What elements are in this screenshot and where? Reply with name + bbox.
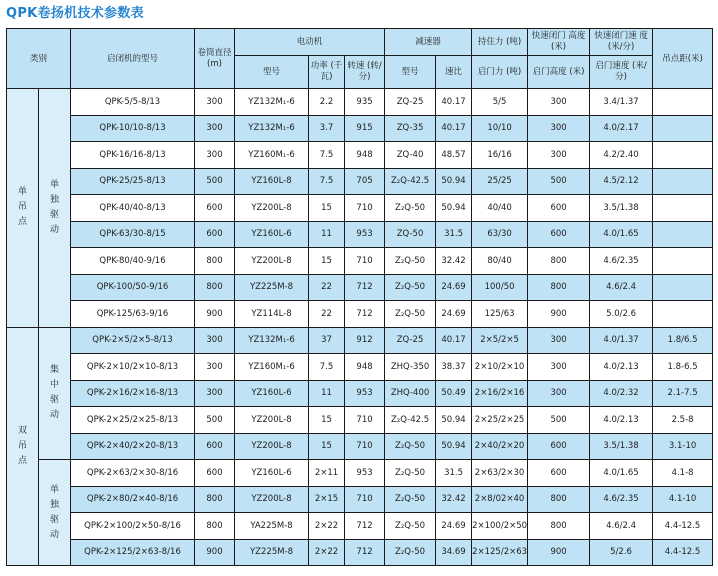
motor-cell: YZ160L-8 [235, 168, 309, 195]
power-cell: 15 [309, 407, 345, 434]
distance-cell [653, 221, 713, 248]
speed-ratio-cell: 3.5/1.38 [590, 195, 653, 222]
header-reducer: 减速器 [385, 29, 472, 56]
motor-cell: YZ160M₁-6 [235, 142, 309, 169]
ratio-cell: 34.69 [436, 539, 472, 566]
model-cell: QPK-100/50-9/16 [71, 274, 195, 301]
speed-ratio-cell: 4.0/2.13 [590, 407, 653, 434]
header-drum: 卷筒直径 (m) [195, 29, 235, 89]
motor-cell: YZ225M-8 [235, 539, 309, 566]
drum-cell: 900 [195, 539, 235, 566]
height-cell: 800 [528, 274, 590, 301]
table-row [7, 168, 713, 195]
speed-ratio-cell: 5.0/2.6 [590, 301, 653, 328]
model-cell: QPK-40/40-8/13 [71, 195, 195, 222]
power-cell: 11 [309, 221, 345, 248]
distance-cell: 1.8/6.5 [653, 327, 713, 354]
model-cell: QPK-2×16/2×16-8/13 [71, 380, 195, 407]
height-cell: 600 [528, 221, 590, 248]
table-row [7, 248, 713, 275]
speed-ratio-cell: 4.0/2.13 [590, 354, 653, 381]
distance-cell: 2.5-8 [653, 407, 713, 434]
speed-cell: 915 [345, 115, 385, 142]
height-cell: 300 [528, 142, 590, 169]
motor-cell: YZ160M₁-6 [235, 354, 309, 381]
drive-central [39, 327, 71, 460]
motor-cell: YZ132M₁-6 [235, 115, 309, 142]
drum-cell: 800 [195, 274, 235, 301]
model-cell: QPK-2×100/2×50-8/16 [71, 513, 195, 540]
height-cell: 600 [528, 195, 590, 222]
height-cell: 800 [528, 486, 590, 513]
force-cell: 2×16/2×16 [472, 380, 528, 407]
drive-central-label: 集中驱动 [49, 365, 59, 421]
header-lifting-force: 启门力 (吨) [472, 56, 528, 89]
table-row [7, 513, 713, 540]
model-cell: QPK-2×63/2×30-8/16 [71, 460, 195, 487]
table-row [7, 486, 713, 513]
distance-cell: 1.8-6.5 [653, 354, 713, 381]
motor-cell: YZ132M₁-6 [235, 89, 309, 116]
force-cell: 2×8/02×40 [472, 486, 528, 513]
speed-ratio-cell: 4.2/2.40 [590, 142, 653, 169]
drum-cell: 600 [195, 433, 235, 460]
header-fast-close-speed: 快速闭门速 度(米/分) [590, 29, 653, 56]
ratio-cell: 50.94 [436, 195, 472, 222]
speed-ratio-cell: 4.6/2.35 [590, 248, 653, 275]
power-cell: 15 [309, 195, 345, 222]
height-cell: 800 [528, 513, 590, 540]
table-row [7, 380, 713, 407]
speed-ratio-cell: 4.0/1.37 [590, 327, 653, 354]
power-cell: 2×22 [309, 513, 345, 540]
ratio-cell: 50.94 [436, 407, 472, 434]
header-hoist-distance: 吊点距(米) [653, 29, 713, 89]
reducer-cell: Z₂Q-50 [385, 460, 436, 487]
model-cell: QPK-2×5/2×5-8/13 [71, 327, 195, 354]
distance-cell: 4.4-12.5 [653, 539, 713, 566]
speed-cell: 705 [345, 168, 385, 195]
model-cell: QPK-25/25-8/13 [71, 168, 195, 195]
drive-independent [39, 89, 71, 328]
model-cell: QPK-63/30-8/15 [71, 221, 195, 248]
table-row [7, 433, 713, 460]
speed-cell: 710 [345, 486, 385, 513]
header-motor: 电动机 [235, 29, 385, 56]
speed-cell: 712 [345, 274, 385, 301]
drum-cell: 600 [195, 221, 235, 248]
header-reducer-model: 型号 [385, 56, 436, 89]
motor-cell: YZ200L-8 [235, 433, 309, 460]
drum-cell: 300 [195, 380, 235, 407]
ratio-cell: 50.94 [436, 168, 472, 195]
table-row [7, 142, 713, 169]
speed-ratio-cell: 4.5/2.12 [590, 168, 653, 195]
drive-independent-double [39, 460, 71, 566]
reducer-cell: ZQ-35 [385, 115, 436, 142]
force-cell: 63/30 [472, 221, 528, 248]
power-cell: 15 [309, 433, 345, 460]
height-cell: 500 [528, 168, 590, 195]
distance-cell [653, 115, 713, 142]
distance-cell [653, 274, 713, 301]
drive-independent-double-label: 单独驱动 [49, 484, 59, 540]
reducer-cell: Z₂Q-42.5 [385, 407, 436, 434]
speed-cell: 712 [345, 301, 385, 328]
height-cell: 300 [528, 89, 590, 116]
header-motor-model: 型号 [235, 56, 309, 89]
power-cell: 15 [309, 248, 345, 275]
speed-cell: 953 [345, 380, 385, 407]
speed-ratio-cell: 4.6/2.4 [590, 513, 653, 540]
force-cell: 2×25/2×25 [472, 407, 528, 434]
height-cell: 300 [528, 354, 590, 381]
drum-cell: 300 [195, 142, 235, 169]
reducer-cell: ZQ-25 [385, 89, 436, 116]
drum-cell: 300 [195, 354, 235, 381]
power-cell: 37 [309, 327, 345, 354]
table-row [7, 301, 713, 328]
reducer-cell: Z₂Q-42.5 [385, 168, 436, 195]
distance-cell: 3.1-10 [653, 433, 713, 460]
height-cell: 900 [528, 301, 590, 328]
motor-cell: YZ200L-8 [235, 407, 309, 434]
ratio-cell: 31.5 [436, 460, 472, 487]
category-single-label: 单吊点 [17, 187, 27, 228]
header-fast-close: 快速闭门 高度(米) [528, 29, 590, 56]
force-cell: 125/63 [472, 301, 528, 328]
model-cell: QPK-2×125/2×63-8/16 [71, 539, 195, 566]
power-cell: 3.7 [309, 115, 345, 142]
spec-table [6, 28, 713, 566]
model-cell: QPK-5/5-8/13 [71, 89, 195, 116]
header-lift-speed: 启门速度 (米/分) [590, 56, 653, 89]
ratio-cell: 38.37 [436, 354, 472, 381]
table-row [7, 115, 713, 142]
drum-cell: 500 [195, 407, 235, 434]
model-cell: QPK-2×80/2×40-8/16 [71, 486, 195, 513]
model-cell: QPK-16/16-8/13 [71, 142, 195, 169]
ratio-cell: 40.17 [436, 115, 472, 142]
category-double-label: 双吊点 [17, 425, 27, 466]
force-cell: 2×40/2×20 [472, 433, 528, 460]
motor-cell: YZ160L-6 [235, 221, 309, 248]
category-single [7, 89, 39, 328]
header-model: 启闭机的型号 [71, 29, 195, 89]
force-cell: 2×63/2×30 [472, 460, 528, 487]
speed-ratio-cell: 4.0/1.65 [590, 460, 653, 487]
power-cell: 2×15 [309, 486, 345, 513]
force-cell: 40/40 [472, 195, 528, 222]
force-cell: 2×5/2×5 [472, 327, 528, 354]
reducer-cell: ZQ-25 [385, 327, 436, 354]
speed-cell: 912 [345, 327, 385, 354]
model-cell: QPK-80/40-9/16 [71, 248, 195, 275]
table-row [7, 407, 713, 434]
drum-cell: 300 [195, 327, 235, 354]
speed-ratio-cell: 4.0/1.65 [590, 221, 653, 248]
power-cell: 22 [309, 274, 345, 301]
motor-cell: YZ200L-8 [235, 248, 309, 275]
speed-cell: 712 [345, 539, 385, 566]
height-cell: 800 [528, 248, 590, 275]
speed-cell: 712 [345, 513, 385, 540]
distance-cell: 4.1-8 [653, 460, 713, 487]
motor-cell: YZ114L-8 [235, 301, 309, 328]
height-cell: 600 [528, 460, 590, 487]
header-ratio: 速比 [436, 56, 472, 89]
distance-cell [653, 195, 713, 222]
motor-cell: YZ200L-8 [235, 486, 309, 513]
model-cell: QPK-2×25/2×25-8/13 [71, 407, 195, 434]
ratio-cell: 50.94 [436, 433, 472, 460]
speed-ratio-cell: 4.6/2.35 [590, 486, 653, 513]
header-holding: 持住力 (吨) [472, 29, 528, 56]
force-cell: 2×100/2×50 [472, 513, 528, 540]
model-cell: QPK-2×10/2×10-8/13 [71, 354, 195, 381]
distance-cell: 4.4-12.5 [653, 513, 713, 540]
force-cell: 80/40 [472, 248, 528, 275]
reducer-cell: Z₂Q-50 [385, 486, 436, 513]
reducer-cell: Z₂Q-50 [385, 539, 436, 566]
power-cell: 7.5 [309, 354, 345, 381]
height-cell: 300 [528, 327, 590, 354]
reducer-cell: Z₂Q-50 [385, 195, 436, 222]
force-cell: 10/10 [472, 115, 528, 142]
distance-cell [653, 301, 713, 328]
ratio-cell: 24.69 [436, 513, 472, 540]
ratio-cell: 40.17 [436, 89, 472, 116]
motor-cell: YZ200L-8 [235, 195, 309, 222]
speed-ratio-cell: 4.6/2.4 [590, 274, 653, 301]
speed-ratio-cell: 4.0/2.17 [590, 115, 653, 142]
force-cell: 2×125/2×63 [472, 539, 528, 566]
drive-independent-label: 单独驱动 [49, 179, 59, 235]
drum-cell: 600 [195, 195, 235, 222]
header-speed: 转速 (转/分) [345, 56, 385, 89]
speed-cell: 948 [345, 142, 385, 169]
power-cell: 2×11 [309, 460, 345, 487]
speed-cell: 710 [345, 248, 385, 275]
reducer-cell: ZHQ-350 [385, 354, 436, 381]
speed-ratio-cell: 3.4/1.37 [590, 89, 653, 116]
speed-cell: 935 [345, 89, 385, 116]
ratio-cell: 24.69 [436, 301, 472, 328]
height-cell: 300 [528, 380, 590, 407]
speed-ratio-cell: 5/2.6 [590, 539, 653, 566]
header-row-1 [7, 29, 713, 56]
drum-cell: 300 [195, 89, 235, 116]
drum-cell: 300 [195, 115, 235, 142]
model-cell: QPK-10/10-8/13 [71, 115, 195, 142]
reducer-cell: Z₂Q-50 [385, 301, 436, 328]
drum-cell: 800 [195, 248, 235, 275]
reducer-cell: Z₂Q-50 [385, 274, 436, 301]
page-title: QPK卷扬机技术参数表 [6, 6, 144, 21]
speed-cell: 710 [345, 407, 385, 434]
reducer-cell: Z₂Q-50 [385, 433, 436, 460]
speed-cell: 953 [345, 460, 385, 487]
force-cell: 5/5 [472, 89, 528, 116]
ratio-cell: 40.17 [436, 327, 472, 354]
header-power: 功率 (千瓦) [309, 56, 345, 89]
table-row [7, 274, 713, 301]
ratio-cell: 48.57 [436, 142, 472, 169]
table-row [7, 327, 713, 354]
power-cell: 7.5 [309, 142, 345, 169]
power-cell: 22 [309, 301, 345, 328]
ratio-cell: 31.5 [436, 221, 472, 248]
motor-cell: YZ225M-8 [235, 274, 309, 301]
distance-cell [653, 248, 713, 275]
distance-cell: 2.1-7.5 [653, 380, 713, 407]
table-row [7, 539, 713, 566]
table-row [7, 354, 713, 381]
motor-cell: YA225M-8 [235, 513, 309, 540]
ratio-cell: 32.42 [436, 248, 472, 275]
force-cell: 16/16 [472, 142, 528, 169]
motor-cell: YZ132M₁-6 [235, 327, 309, 354]
drum-cell: 800 [195, 513, 235, 540]
table-row [7, 221, 713, 248]
drum-cell: 600 [195, 460, 235, 487]
reducer-cell: ZHQ-400 [385, 380, 436, 407]
speed-cell: 948 [345, 354, 385, 381]
power-cell: 11 [309, 380, 345, 407]
height-cell: 600 [528, 433, 590, 460]
reducer-cell: Z₂Q-50 [385, 513, 436, 540]
reducer-cell: ZQ-50 [385, 221, 436, 248]
force-cell: 100/50 [472, 274, 528, 301]
table-row [7, 195, 713, 222]
distance-cell [653, 89, 713, 116]
speed-ratio-cell: 4.0/2.32 [590, 380, 653, 407]
category-double [7, 327, 39, 566]
drum-cell: 800 [195, 486, 235, 513]
force-cell: 25/25 [472, 168, 528, 195]
header-lift-height: 启门高度 (米) [528, 56, 590, 89]
speed-ratio-cell: 3.5/1.38 [590, 433, 653, 460]
table-body [7, 89, 713, 566]
reducer-cell: Z₂Q-50 [385, 248, 436, 275]
height-cell: 300 [528, 115, 590, 142]
ratio-cell: 32.42 [436, 486, 472, 513]
drum-cell: 900 [195, 301, 235, 328]
ratio-cell: 50.49 [436, 380, 472, 407]
distance-cell [653, 168, 713, 195]
table-row [7, 460, 713, 487]
force-cell: 2×10/2×10 [472, 354, 528, 381]
reducer-cell: ZQ-40 [385, 142, 436, 169]
power-cell: 2.2 [309, 89, 345, 116]
power-cell: 2×22 [309, 539, 345, 566]
speed-cell: 953 [345, 221, 385, 248]
distance-cell: 4.1-10 [653, 486, 713, 513]
speed-cell: 710 [345, 195, 385, 222]
header-category: 类别 [7, 29, 71, 89]
motor-cell: YZ160L-6 [235, 460, 309, 487]
table-row [7, 89, 713, 116]
speed-cell: 710 [345, 433, 385, 460]
motor-cell: YZ160L-6 [235, 380, 309, 407]
model-cell: QPK-125/63-9/16 [71, 301, 195, 328]
distance-cell [653, 142, 713, 169]
ratio-cell: 24.69 [436, 274, 472, 301]
drum-cell: 500 [195, 168, 235, 195]
model-cell: QPK-2×40/2×20-8/13 [71, 433, 195, 460]
height-cell: 900 [528, 539, 590, 566]
power-cell: 7.5 [309, 168, 345, 195]
height-cell: 500 [528, 407, 590, 434]
